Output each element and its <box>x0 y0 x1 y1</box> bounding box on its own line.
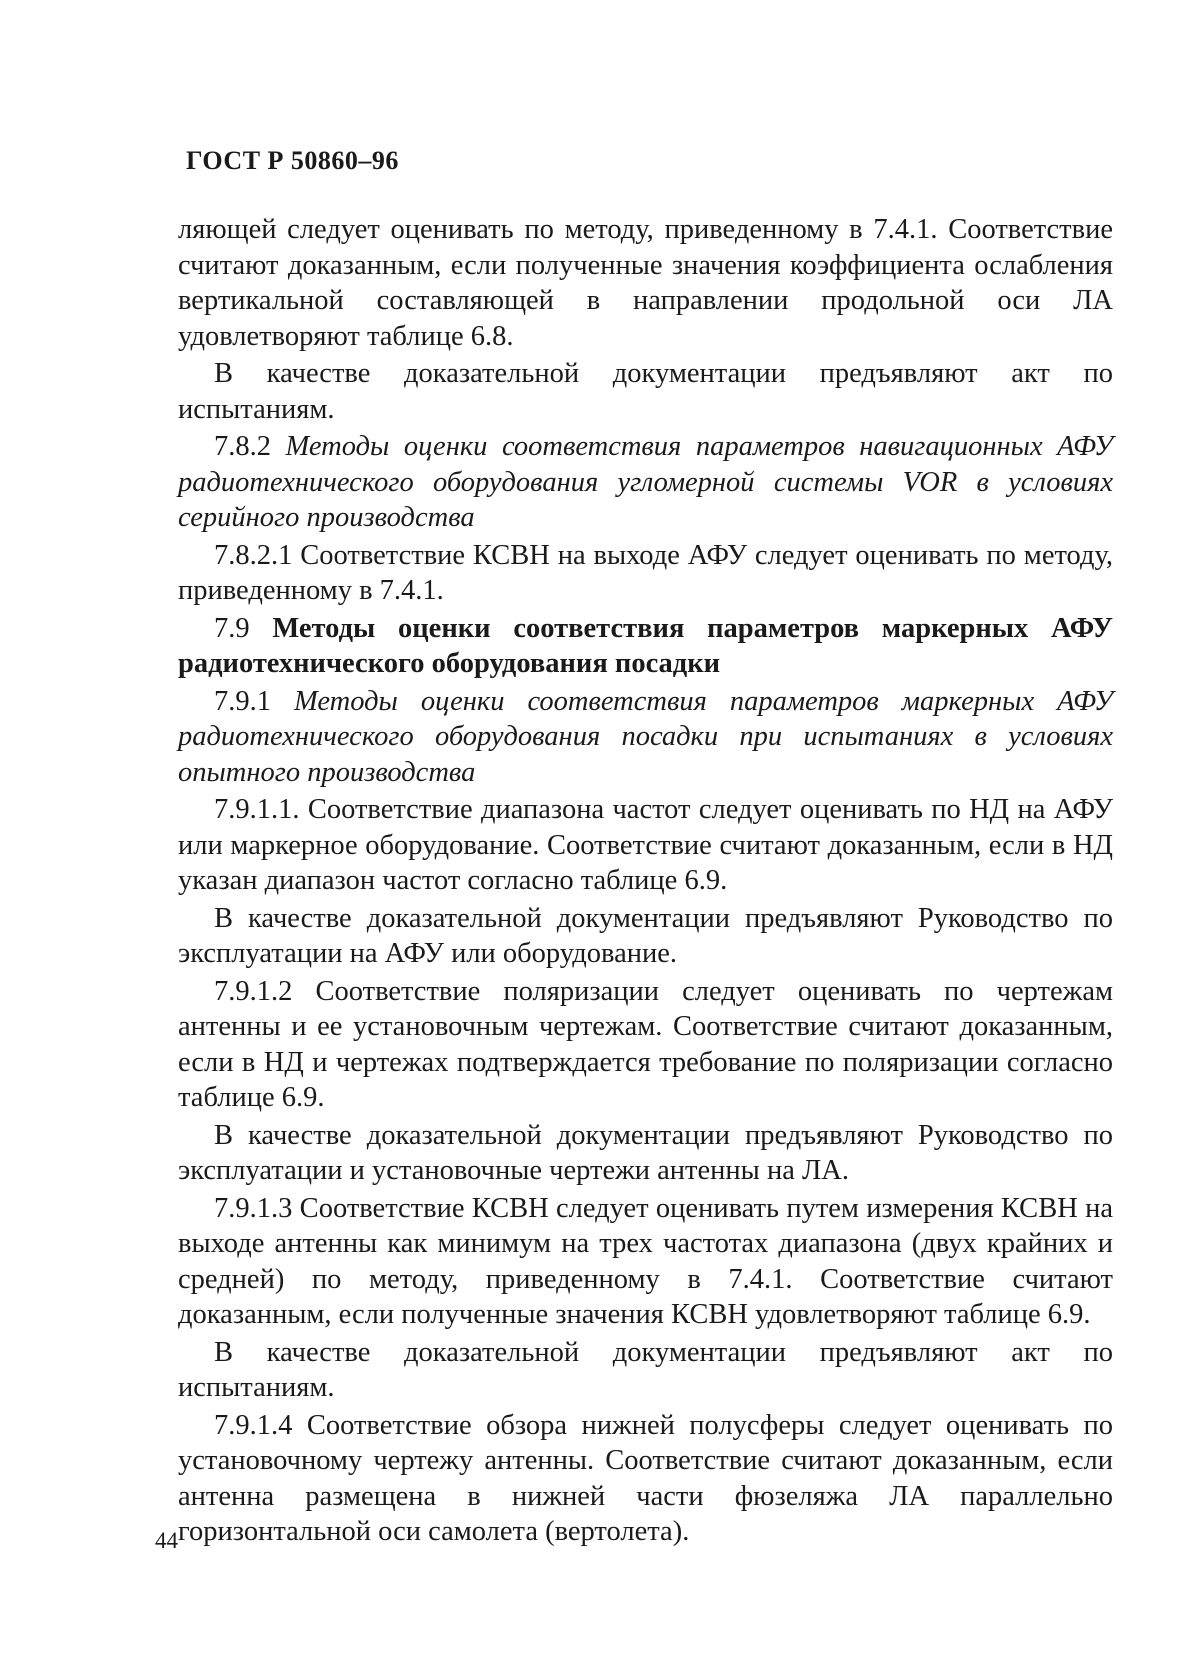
paragraph: В качестве доказательной документации предъявляют акт по испытаниям. <box>178 358 1113 425</box>
section-title: Методы оценки соответствия параметров навигационных АФУ радиотехнического оборудования угломерной системы VOR в условиях серийного производства <box>178 431 1113 533</box>
section-number: 7.9.1 <box>214 685 271 717</box>
paragraph: В качестве доказательной документации предъявляют Руководство по эксплуатации на АФУ или оборудование. <box>178 902 1113 969</box>
paragraph: 7.9.1.4 Соответствие обзора нижней полусферы следует оценивать по установочному чертежу антенны. Соответствие считают доказанным, если антенна размещена в нижней части фюзеляжа ЛА параллельно горизонтальной оси самолета (вертолета). <box>178 1409 1113 1547</box>
section-title: Методы оценки соответствия параметров маркерных АФУ радиотехнического оборудования посадки при испытаниях в условиях опытного производства <box>178 685 1114 788</box>
document-body <box>178 212 1113 1552</box>
section-heading-7-9-1 <box>178 684 1113 791</box>
paragraph: 7.9.1.1. Соответствие диапазона частот следует оценивать по НД на АФУ или маркерное оборудование. Соответствие считают доказанным, если в НД указан диапазон частот согласно таблице 6.9. <box>178 794 1113 896</box>
section-heading-7-9 <box>178 611 1113 682</box>
page-number: 44 <box>155 1528 178 1553</box>
paragraph: 7.9.1.2 Соответствие поляризации следует оценивать по чертежам антенны и ее установочным чертежам. Соответствие считают доказанным, если в НД и чертежах подтверждается требование по поляризации согласно таблице 6.9. <box>178 975 1113 1113</box>
section-number: 7.8.2 <box>214 431 271 462</box>
section-number: 7.9 <box>214 612 250 644</box>
paragraph: ляющей следует оценивать по методу, приведенному в 7.4.1. Соответствие считают доказанным, если полученные значения коэффициента ослабления вертикальной составляющей в направлении продольной оси ЛА удовлетворяют таблице 6.8. <box>178 214 1113 352</box>
section-title: Методы оценки соответствия параметров маркерных АФУ радиотехнического оборудования посадки <box>178 612 1114 679</box>
paragraph: 7.8.2.1 Соответствие КСВН на выходе АФУ следует оценивать по методу, приведенному в 7.4.1. <box>178 539 1113 606</box>
document-header: ГОСТ Р 50860–96 <box>186 146 399 175</box>
paragraph: В качестве доказательной документации предъявляют Руководство по эксплуатации и установочные чертежи антенны на ЛА. <box>178 1119 1113 1186</box>
section-heading-7-8-2 <box>178 429 1113 536</box>
paragraph: В качестве доказательной документации предъявляют акт по испытаниям. <box>178 1336 1113 1403</box>
paragraph: 7.9.1.3 Соответствие КСВН следует оценивать путем измерения КСВН на выходе антенны как минимум на трех частотах диапазона (двух крайних и средней) по методу, приведенному в 7.4.1. Соответствие считают доказанным, если полученные значения КСВН удовлетворяют таблице 6.9. <box>178 1192 1113 1330</box>
